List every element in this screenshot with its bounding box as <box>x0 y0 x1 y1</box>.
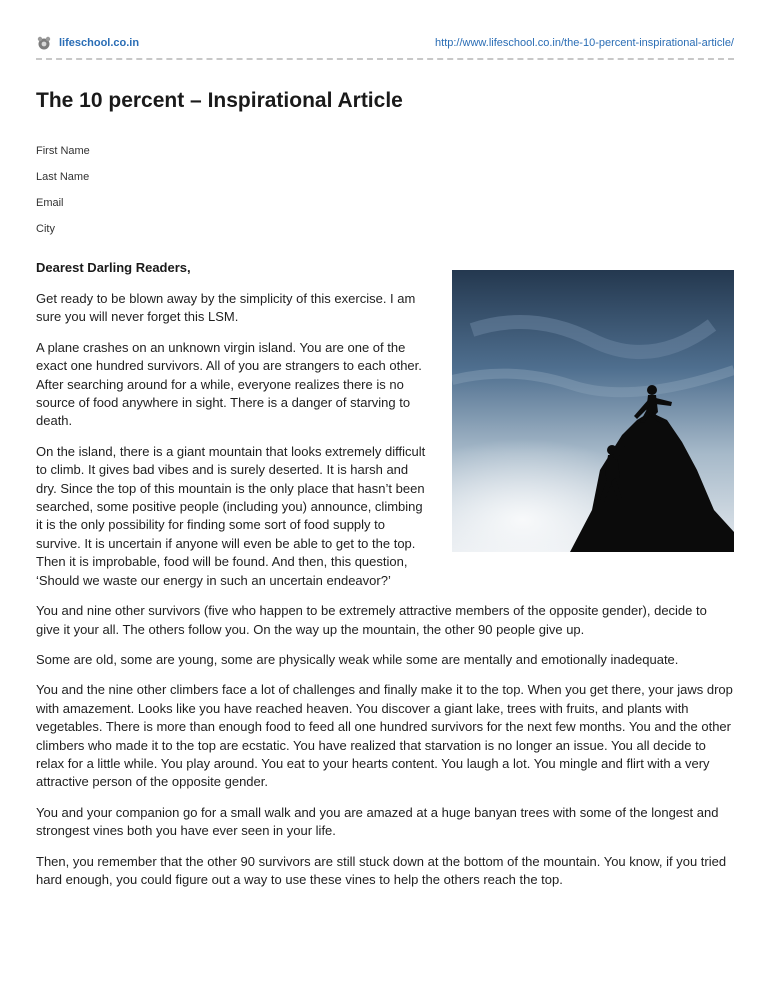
paragraph-1: Get ready to be blown away by the simplicity of this exercise. I am sure you will never forget this LSM. <box>36 291 416 325</box>
paragraph-7: You and your companion go for a small walk and you are amazed at a huge banyan trees with some of the longest and strongest vines both you have ever seen in your life. <box>36 804 719 839</box>
article-url-link[interactable]: http://www.lifeschool.co.in/the-10-percent-inspirational-article/ <box>435 37 734 49</box>
paragraph-3: On the island, there is a giant mountain that looks extremely difficult to climb. It gives bad vibes and is surely deserted. It is harsh and dry. Since the top of this mountain is the only place that hasn’t been searched, some positive people (including you) announce, climbing it is the only possibility for finding some sort of food supply to survive. It is uncertain if anyone will even be able to get to the top. Then it is improbable, food will be found. And then, this question, ‘Should we waste our energy in such an uncertain endeavor?’ <box>36 443 426 588</box>
site-name-link[interactable]: lifeschool.co.in <box>59 37 140 49</box>
first-name-label: First Name <box>36 145 90 157</box>
city-label: City <box>36 223 55 235</box>
article-body <box>36 290 734 901</box>
page-header <box>36 34 734 54</box>
paragraph-5: Some are old, some are young, some are physically weak while some are mentally and emotionally inadequate. <box>36 651 679 667</box>
paragraph-6: You and the nine other climbers face a lot of challenges and finally make it to the top. When you get there, your jaws drop with amazement. Looks like you have reached heaven. You discover a giant lake, trees with fruits, and plants with vegetables. There is more than enough food to feed all one hundred survivors for the next few months. You and the other climbers who made it to the top are ecstatic. You have realized that starvation is no longer an issue. You all decide to relax for a little while. You play around. You eat to your hearts content. You laugh a lot. You mingle and flirt with a very attractive person of the opposite gender. <box>36 682 733 790</box>
last-name-label: Last Name <box>36 171 90 183</box>
climbers-photo <box>452 270 734 552</box>
email-label: Email <box>36 197 64 209</box>
paragraph-2: A plane crashes on an unknown virgin island. You are one of the exact one hundred survivors. All of you are strangers to each other. After searching around for a while, everyone realizes there is no source of food anywhere in sight. There is a danger of starving to death. <box>36 339 422 429</box>
article-title: The 10 percent – Inspirational Article <box>36 89 403 112</box>
flower-logo-icon <box>36 35 52 51</box>
form-fields <box>36 144 90 248</box>
header-divider <box>36 58 734 60</box>
paragraph-8: Then, you remember that the other 90 survivors are still stuck down at the bottom of the mountain. You know, if you tried hard enough, you could figure out a way to use these vines to help the others reach the top. <box>36 853 727 887</box>
greeting: Dearest Darling Readers, <box>36 260 191 275</box>
paragraph-4: You and nine other survivors (five who happen to be extremely attractive members of the opposite gender), decide to give it your all. The others follow you. On the way up the mountain, the other 90 people give up. <box>36 603 707 637</box>
